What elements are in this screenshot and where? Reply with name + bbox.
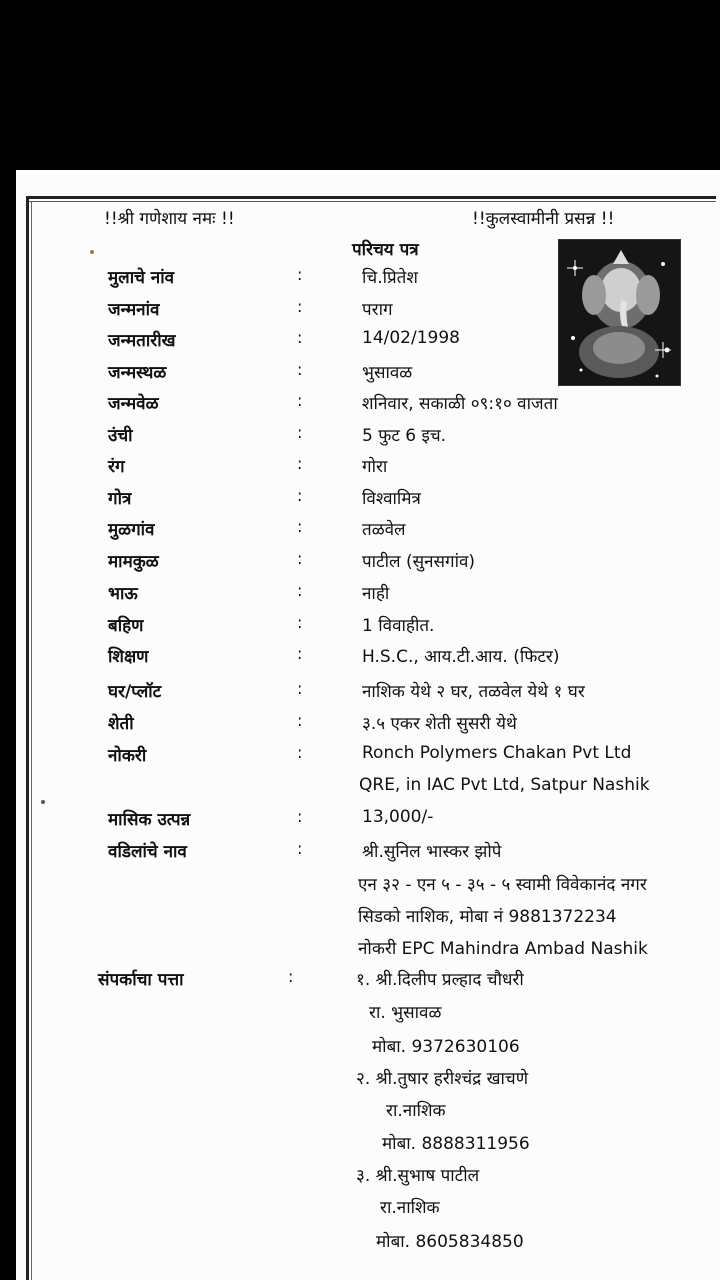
top-border-inner bbox=[26, 201, 716, 202]
contact-mobile: मोबा. 8888311956 bbox=[382, 1134, 530, 1154]
field-value-line: एन ३२ - एन ५ - ३५ - ५ स्वामी विवेकानंद नगर bbox=[358, 875, 647, 895]
field-row bbox=[16, 486, 720, 516]
field-row bbox=[16, 581, 720, 611]
field-label: बहिण bbox=[108, 616, 144, 636]
field-label: नोकरी bbox=[108, 746, 147, 766]
field-row bbox=[16, 423, 720, 453]
field-value: भुसावळ bbox=[362, 363, 413, 383]
biodata-sheet bbox=[16, 170, 720, 1280]
field-row bbox=[16, 360, 720, 390]
field-row bbox=[16, 328, 720, 358]
field-colon: : bbox=[297, 391, 303, 410]
contact-section bbox=[16, 967, 720, 997]
right-blessing: !!कुलस्वामीनी प्रसन्न !! bbox=[472, 209, 615, 229]
field-label: जन्मवेळ bbox=[108, 394, 159, 414]
field-row bbox=[16, 679, 720, 709]
contact-place: रा.नाशिक bbox=[386, 1101, 446, 1121]
field-label: जन्मस्थळ bbox=[108, 363, 167, 383]
field-label: जन्मतारीख bbox=[108, 331, 176, 351]
page-title: परिचय पत्र bbox=[352, 240, 419, 260]
field-value-line: नोकरी EPC Mahindra Ambad Nashik bbox=[358, 939, 648, 959]
field-row bbox=[16, 297, 720, 327]
field-label: मुलाचे नांव bbox=[108, 268, 175, 288]
field-colon: : bbox=[297, 839, 303, 858]
field-colon: : bbox=[297, 423, 303, 442]
field-label: मासिक उत्पन्न bbox=[108, 810, 191, 830]
field-value-line: सिडको नाशिक, मोबा नं 9881372234 bbox=[358, 907, 617, 927]
field-value: पराग bbox=[362, 300, 393, 320]
field-row bbox=[16, 743, 720, 773]
ink-mark bbox=[90, 250, 94, 254]
field-colon: : bbox=[297, 581, 303, 600]
field-value-line: QRE, in IAC Pvt Ltd, Satpur Nashik bbox=[359, 775, 650, 795]
field-colon: : bbox=[297, 743, 303, 762]
field-colon: : bbox=[297, 297, 303, 316]
field-label: वडिलांचे नाव bbox=[108, 842, 187, 862]
field-label: शिक्षण bbox=[108, 647, 149, 667]
field-value: 1 विवाहीत. bbox=[362, 616, 435, 636]
field-row bbox=[16, 613, 720, 643]
contact-label: संपर्काचा पत्ता bbox=[98, 970, 184, 990]
field-value: H.S.C., आय.टी.आय. (फिटर) bbox=[362, 647, 560, 667]
field-colon: : bbox=[297, 807, 303, 826]
field-value: 5 फुट 6 इच. bbox=[362, 426, 447, 446]
field-colon: : bbox=[297, 486, 303, 505]
left-blessing: !!श्री गणेशाय नमः !! bbox=[104, 209, 235, 229]
field-row bbox=[16, 265, 720, 295]
field-value: श्री.सुनिल भास्कर झोपे bbox=[362, 842, 502, 862]
field-colon: : bbox=[297, 644, 303, 663]
field-row bbox=[16, 454, 720, 484]
field-colon: : bbox=[297, 711, 303, 730]
field-colon: : bbox=[297, 517, 303, 536]
field-label: जन्मनांव bbox=[108, 300, 160, 320]
contact-name: २. श्री.तुषार हरीश्चंद्र खाचणे bbox=[356, 1069, 528, 1089]
field-row bbox=[16, 517, 720, 547]
field-value: 13,000/- bbox=[362, 807, 434, 827]
field-row bbox=[16, 549, 720, 579]
field-value: विश्वामित्र bbox=[362, 489, 421, 509]
field-label: गोत्र bbox=[108, 489, 132, 509]
field-colon: : bbox=[297, 679, 303, 698]
field-colon: : bbox=[297, 613, 303, 632]
contact-mobile: मोबा. 9372630106 bbox=[372, 1037, 520, 1057]
field-label: शेती bbox=[108, 714, 134, 734]
field-row bbox=[16, 391, 720, 421]
field-value: पाटील (सुनसगांव) bbox=[362, 552, 476, 572]
ink-mark bbox=[41, 800, 45, 804]
field-value: नाशिक येथे २ घर, तळवेल येथे १ घर bbox=[362, 682, 585, 702]
top-border bbox=[26, 196, 716, 199]
contact-place: रा. भुसावळ bbox=[369, 1003, 442, 1023]
field-colon: : bbox=[297, 454, 303, 473]
field-value: 14/02/1998 bbox=[362, 328, 460, 348]
field-row bbox=[16, 644, 720, 674]
field-label: मामकुळ bbox=[108, 552, 159, 572]
field-value: नाही bbox=[362, 584, 390, 604]
field-colon: : bbox=[297, 265, 303, 284]
field-label: भाऊ bbox=[108, 584, 138, 604]
field-colon: : bbox=[288, 967, 294, 986]
field-colon: : bbox=[297, 360, 303, 379]
field-label: घर/प्लॉट bbox=[108, 682, 162, 702]
field-value: गोरा bbox=[362, 457, 388, 477]
field-value: ३.५ एकर शेती सुसरी येथे bbox=[362, 714, 517, 734]
contact-name: ३. श्री.सुभाष पाटील bbox=[356, 1166, 480, 1186]
contact-mobile: मोबा. 8605834850 bbox=[376, 1232, 524, 1252]
field-label: रंग bbox=[108, 457, 125, 477]
contact-name: १. श्री.दिलीप प्रल्हाद चौधरी bbox=[356, 970, 524, 990]
contact-place: रा.नाशिक bbox=[380, 1198, 440, 1218]
field-label: उंची bbox=[108, 426, 133, 446]
field-value: शनिवार, सकाळी ०९:१० वाजता bbox=[362, 394, 558, 414]
field-row bbox=[16, 711, 720, 741]
field-label: मुळगांव bbox=[108, 520, 155, 540]
field-value: तळवेल bbox=[362, 520, 406, 540]
field-colon: : bbox=[297, 549, 303, 568]
field-row bbox=[16, 807, 720, 837]
field-value: Ronch Polymers Chakan Pvt Ltd bbox=[362, 743, 632, 763]
field-row bbox=[16, 839, 720, 869]
field-value: चि.प्रितेश bbox=[362, 268, 418, 288]
field-colon: : bbox=[297, 328, 303, 347]
